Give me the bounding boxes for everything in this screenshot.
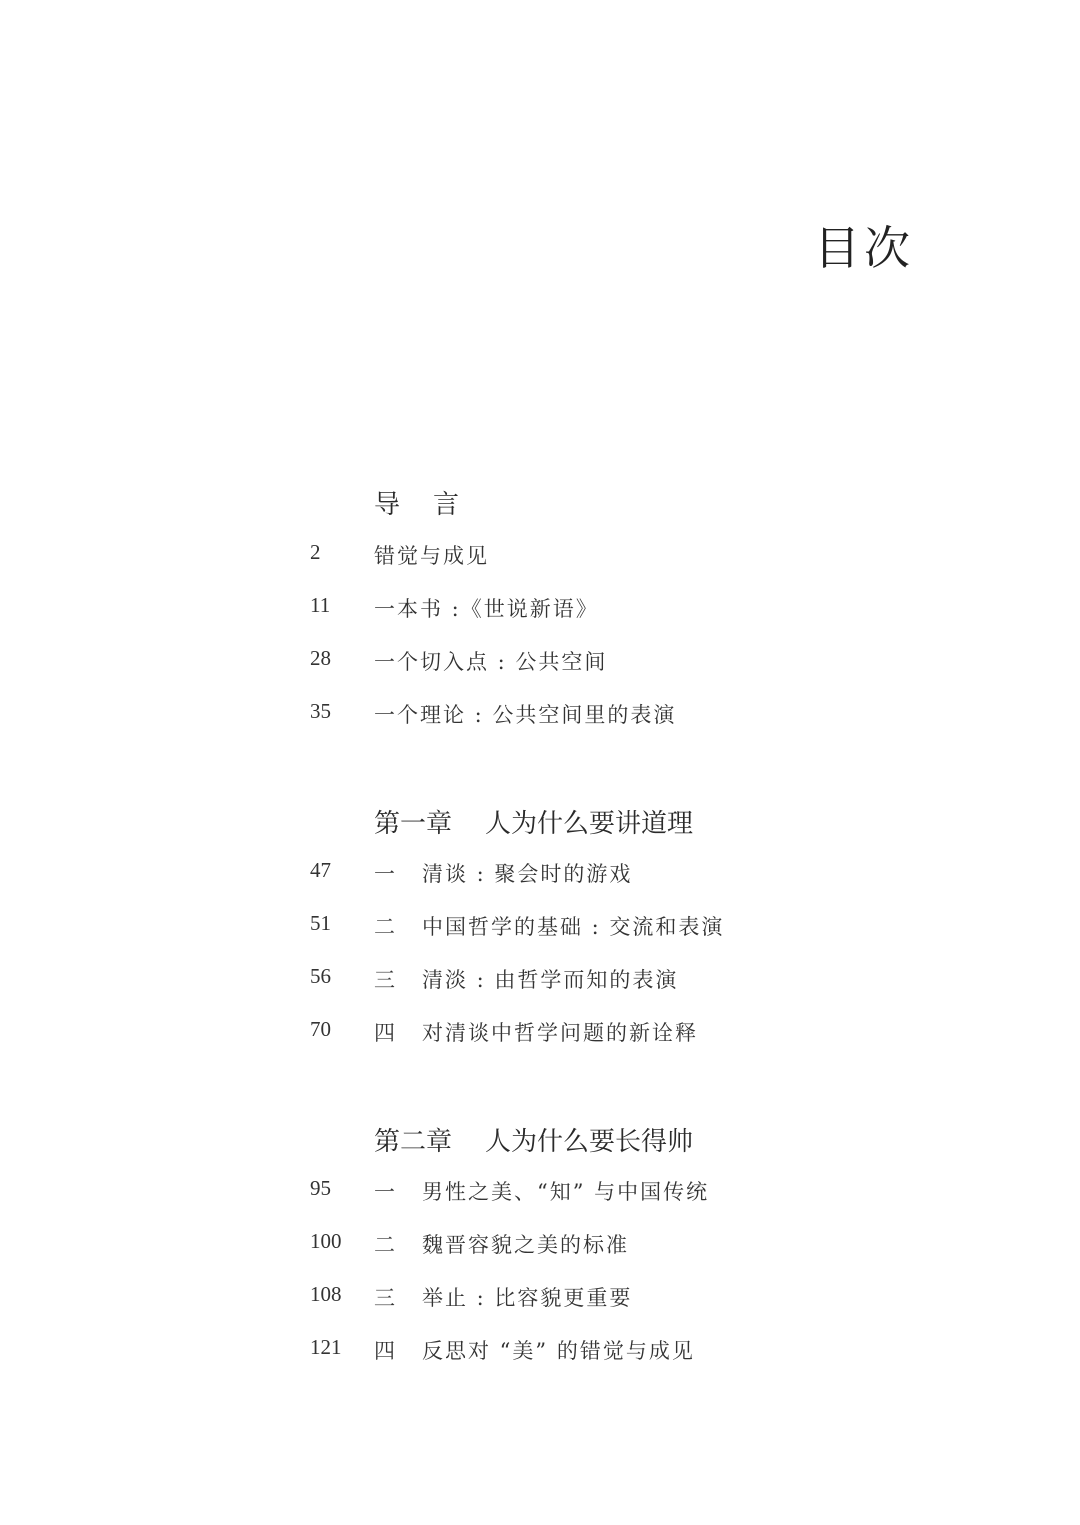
entry-index: 四 — [374, 1339, 395, 1363]
entry-title: 一个理论 : 公共空间里的表演 — [374, 703, 677, 727]
toc-entry[interactable] — [0, 964, 1080, 994]
page-number: 11 — [310, 593, 331, 617]
entry-title: 中国哲学的基础 : 交流和表演 — [422, 915, 725, 939]
page-title: 目次 — [814, 221, 914, 275]
page-number: 28 — [310, 646, 331, 670]
entry-title: 一个切入点 : 公共空间 — [374, 650, 608, 674]
entry-index: 一 — [374, 1180, 395, 1204]
entry-title: 举止 : 比容貌更重要 — [422, 1286, 633, 1310]
entry-title: 一本书 :《世说新语》 — [374, 597, 599, 621]
entry-title: 清谈 : 聚会时的游戏 — [422, 862, 633, 886]
entry-index: 二 — [374, 915, 395, 939]
toc-entry[interactable] — [0, 540, 1080, 570]
entry-index: 三 — [374, 968, 395, 992]
entry-title: 男性之美、“知” 与中国传统 — [422, 1180, 710, 1204]
toc-entry[interactable] — [0, 1229, 1080, 1259]
page-number: 95 — [310, 1176, 331, 1200]
toc-entry[interactable] — [0, 1335, 1080, 1365]
entry-title: 魏晋容貌之美的标准 — [422, 1233, 629, 1257]
toc-entry[interactable] — [0, 593, 1080, 623]
entry-title: 对清谈中哲学问题的新诠释 — [422, 1021, 698, 1045]
toc-entry[interactable] — [0, 858, 1080, 888]
page-number: 121 — [310, 1335, 342, 1359]
section-heading-chapter-1: 第一章 人为什么要讲道理 — [374, 809, 694, 839]
entry-index: 一 — [374, 862, 395, 886]
page-number: 47 — [310, 858, 331, 882]
page-number: 70 — [310, 1017, 331, 1041]
entry-title: 错觉与成见 — [374, 544, 489, 568]
page-number: 2 — [310, 540, 321, 564]
page-number: 108 — [310, 1282, 342, 1306]
page-number: 56 — [310, 964, 331, 988]
entry-title: 反思对 “美” 的错觉与成见 — [422, 1339, 695, 1363]
toc-entry[interactable] — [0, 1017, 1080, 1047]
section-heading-chapter-2: 第二章 人为什么要长得帅 — [374, 1127, 694, 1157]
section-heading-introduction: 导 言 — [374, 490, 460, 520]
toc-entry[interactable] — [0, 699, 1080, 729]
page-number: 35 — [310, 699, 331, 723]
page-number: 100 — [310, 1229, 342, 1253]
toc-entry[interactable] — [0, 1282, 1080, 1312]
toc-entry[interactable] — [0, 646, 1080, 676]
toc-entry[interactable] — [0, 1176, 1080, 1206]
page-number: 51 — [310, 911, 331, 935]
entry-index: 四 — [374, 1021, 395, 1045]
entry-title: 清淡 : 由哲学而知的表演 — [422, 968, 679, 992]
entry-index: 二 — [374, 1233, 395, 1257]
toc-entry[interactable] — [0, 911, 1080, 941]
entry-index: 三 — [374, 1286, 395, 1310]
